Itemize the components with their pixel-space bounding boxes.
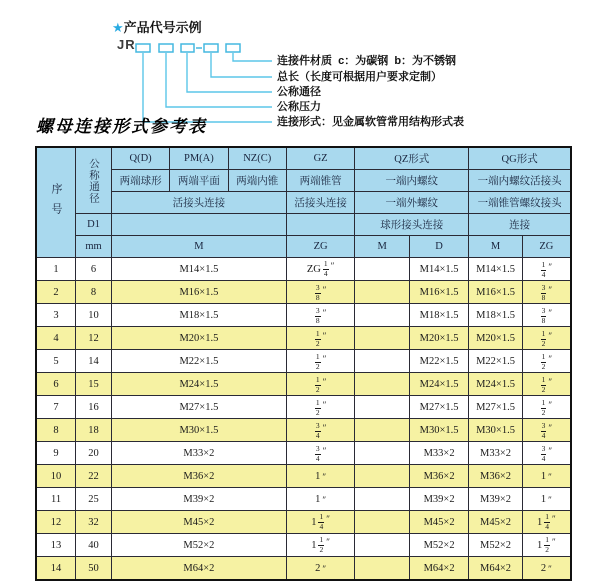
- header-mm: mm: [76, 236, 112, 258]
- code-box-5: [226, 44, 240, 52]
- cell-qz_m: [355, 488, 410, 511]
- cell-qz_m: [355, 419, 410, 442]
- cell-qg_zg: $\frac{1}{2}$ ″: [522, 373, 571, 396]
- product-code-example-label: 产品代号示例: [123, 20, 202, 35]
- header-m-merged: M: [111, 236, 286, 258]
- cell-m: M18×1.5: [111, 304, 286, 327]
- cell-qg_zg: 1 ″: [522, 465, 571, 488]
- table-title: 螺母连接形式参考表: [36, 117, 207, 136]
- header-desc-nzc: 两端内锥: [228, 170, 286, 192]
- cell-qg_m: M22×1.5: [469, 350, 523, 373]
- header-qz-external: 一端外螺纹: [355, 192, 469, 214]
- cell-qz_d: M14×1.5: [409, 258, 468, 281]
- header-desc-gz: 两端锥管: [286, 170, 354, 192]
- cell-m: M30×1.5: [111, 419, 286, 442]
- header-qg-taper: 一端锥管螺纹接头: [469, 192, 571, 214]
- cell-dn: 40: [76, 534, 112, 557]
- cell-qz_d: M22×1.5: [409, 350, 468, 373]
- cell-m: M36×2: [111, 465, 286, 488]
- header-desc-qz: 一端内螺纹: [355, 170, 469, 192]
- cell-qg_m: M16×1.5: [469, 281, 523, 304]
- cell-dn: 6: [76, 258, 112, 281]
- cell-m: M45×2: [111, 511, 286, 534]
- table-row: [36, 419, 571, 442]
- cell-seq: 1: [36, 258, 76, 281]
- cell-qz_d: M64×2: [409, 557, 468, 581]
- cell-qg_zg: $\frac{1}{2}$ ″: [522, 396, 571, 419]
- cell-qz_d: M27×1.5: [409, 396, 468, 419]
- cell-qg_m: M52×2: [469, 534, 523, 557]
- cell-gz: 2 ″: [286, 557, 354, 581]
- header-desc-qd: 两端球形: [111, 170, 169, 192]
- cell-m: M52×2: [111, 534, 286, 557]
- label-nominal-pressure: 公称压力: [277, 101, 321, 113]
- header-blank-left: [111, 214, 286, 236]
- cell-seq: 13: [36, 534, 76, 557]
- label-total-length: 总长（长度可根据用户要求定制）: [277, 71, 442, 83]
- cell-seq: 9: [36, 442, 76, 465]
- header-zg: ZG: [286, 236, 354, 258]
- table-row: [36, 396, 571, 419]
- cell-seq: 11: [36, 488, 76, 511]
- header-desc-pma: 两端平面: [170, 170, 228, 192]
- cell-seq: 8: [36, 419, 76, 442]
- cell-gz: $\frac{3}{4}$ ″: [286, 442, 354, 465]
- header-row-descriptions: [36, 170, 571, 192]
- cell-seq: 10: [36, 465, 76, 488]
- header-seq: 序号: [36, 147, 76, 258]
- header-code-pma: PM(A): [170, 147, 228, 170]
- cell-dn: 8: [76, 281, 112, 304]
- cell-qg_m: M33×2: [469, 442, 523, 465]
- cell-qz_m: [355, 304, 410, 327]
- cell-seq: 3: [36, 304, 76, 327]
- cell-qz_m: [355, 534, 410, 557]
- label-connection-form: 连接形式：见金属软管常用结构形式表: [277, 116, 464, 128]
- cell-qz_m: [355, 442, 410, 465]
- cell-qz_m: [355, 396, 410, 419]
- cell-qg_zg: $\frac{3}{4}$ ″: [522, 442, 571, 465]
- cell-qz_d: M36×2: [409, 465, 468, 488]
- cell-seq: 5: [36, 350, 76, 373]
- cell-seq: 4: [36, 327, 76, 350]
- cell-qz_d: M16×1.5: [409, 281, 468, 304]
- cell-qz_m: [355, 511, 410, 534]
- cell-m: M64×2: [111, 557, 286, 581]
- cell-qg_zg: $\frac{1}{4}$ ″: [522, 258, 571, 281]
- header-code-qd: Q(D): [111, 147, 169, 170]
- cell-m: M20×1.5: [111, 327, 286, 350]
- product-code-prefix: JR: [117, 37, 136, 52]
- cell-qz_d: M30×1.5: [409, 419, 468, 442]
- cell-dn: 20: [76, 442, 112, 465]
- cell-qz_m: [355, 373, 410, 396]
- cell-qz_d: M45×2: [409, 511, 468, 534]
- star-icon: ★: [112, 20, 124, 35]
- table-row: [36, 557, 571, 581]
- header-row-connection-type: [36, 192, 571, 214]
- cell-qg_zg: 1 $\frac{1}{4}$ ″: [522, 511, 571, 534]
- cell-qg_m: M39×2: [469, 488, 523, 511]
- table-row: [36, 258, 571, 281]
- header-qg-m: M: [469, 236, 523, 258]
- table-body: [36, 258, 571, 581]
- cell-dn: 18: [76, 419, 112, 442]
- cell-dn: 12: [76, 327, 112, 350]
- cell-gz: $\frac{1}{2}$ ″: [286, 327, 354, 350]
- table-row: [36, 442, 571, 465]
- cell-qg_m: M18×1.5: [469, 304, 523, 327]
- cell-qz_m: [355, 327, 410, 350]
- cell-qg_m: M27×1.5: [469, 396, 523, 419]
- header-union-gz: 活接头连接: [286, 192, 354, 214]
- cell-qz_d: M20×1.5: [409, 327, 468, 350]
- nut-connection-table: [35, 146, 572, 581]
- cell-dn: 22: [76, 465, 112, 488]
- cell-seq: 7: [36, 396, 76, 419]
- header-code-nzc: NZ(C): [228, 147, 286, 170]
- cell-gz: $\frac{3}{8}$ ″: [286, 281, 354, 304]
- header-qz-d: D: [409, 236, 468, 258]
- cell-m: M33×2: [111, 442, 286, 465]
- cell-qg_zg: $\frac{3}{8}$ ″: [522, 304, 571, 327]
- cell-m: M14×1.5: [111, 258, 286, 281]
- code-box-3: [181, 44, 194, 52]
- cell-gz: $\frac{1}{2}$ ″: [286, 396, 354, 419]
- cell-dn: 32: [76, 511, 112, 534]
- label-connector-material: 连接件材质 c：为碳钢 b：为不锈钢: [277, 55, 457, 67]
- table-row: [36, 465, 571, 488]
- table-row: [36, 511, 571, 534]
- cell-seq: 6: [36, 373, 76, 396]
- header-qg-connect: 连接: [469, 214, 571, 236]
- header-qz-ball-joint: 球形接头连接: [355, 214, 469, 236]
- cell-qz_m: [355, 557, 410, 581]
- cell-m: M27×1.5: [111, 396, 286, 419]
- header-code-qz: QZ形式: [355, 147, 469, 170]
- header-union-left: 活接头连接: [111, 192, 286, 214]
- header-code-gz: GZ: [286, 147, 354, 170]
- cell-qz_m: [355, 258, 410, 281]
- header-d1: D1: [76, 214, 112, 236]
- header-row-units: [36, 236, 571, 258]
- cell-qg_m: M14×1.5: [469, 258, 523, 281]
- cell-dn: 16: [76, 396, 112, 419]
- cell-seq: 12: [36, 511, 76, 534]
- header-desc-qg: 一端内螺纹活接头: [469, 170, 571, 192]
- cell-dn: 25: [76, 488, 112, 511]
- cell-gz: $\frac{1}{2}$ ″: [286, 350, 354, 373]
- header-row-codes: [36, 147, 571, 170]
- cell-dn: 50: [76, 557, 112, 581]
- cell-m: M24×1.5: [111, 373, 286, 396]
- table-row: [36, 281, 571, 304]
- cell-m: M16×1.5: [111, 281, 286, 304]
- table-row: [36, 350, 571, 373]
- table-row: [36, 373, 571, 396]
- cell-dn: 10: [76, 304, 112, 327]
- header-qz-m: M: [355, 236, 410, 258]
- cell-gz: $\frac{3}{8}$ ″: [286, 304, 354, 327]
- header-qg-zg: ZG: [522, 236, 571, 258]
- cell-qg_zg: $\frac{3}{8}$ ″: [522, 281, 571, 304]
- cell-m: M39×2: [111, 488, 286, 511]
- cell-seq: 2: [36, 281, 76, 304]
- cell-qg_m: M64×2: [469, 557, 523, 581]
- code-box-2: [159, 44, 173, 52]
- cell-seq: 14: [36, 557, 76, 581]
- label-nominal-diameter: 公称通径: [277, 86, 321, 98]
- cell-gz: 1 $\frac{1}{4}$ ″: [286, 511, 354, 534]
- code-box-1: [136, 44, 150, 52]
- cell-gz: 1 ″: [286, 465, 354, 488]
- cell-gz: 1 ″: [286, 488, 354, 511]
- cell-qg_zg: $\frac{1}{2}$ ″: [522, 327, 571, 350]
- cell-qz_d: M24×1.5: [409, 373, 468, 396]
- cell-gz: 1 $\frac{1}{2}$ ″: [286, 534, 354, 557]
- code-box-4: [204, 44, 218, 52]
- cell-qg_m: M36×2: [469, 465, 523, 488]
- cell-qg_m: M30×1.5: [469, 419, 523, 442]
- cell-dn: 15: [76, 373, 112, 396]
- cell-gz: $\frac{3}{4}$ ″: [286, 419, 354, 442]
- header-blank-gz: [286, 214, 354, 236]
- table-row: [36, 534, 571, 557]
- cell-qz_m: [355, 281, 410, 304]
- leader-line-material: [233, 53, 272, 61]
- header-code-qg: QG形式: [469, 147, 571, 170]
- cell-dn: 14: [76, 350, 112, 373]
- cell-qz_d: M52×2: [409, 534, 468, 557]
- cell-qg_zg: $\frac{1}{2}$ ″: [522, 350, 571, 373]
- cell-m: M22×1.5: [111, 350, 286, 373]
- header-dn: 公称通径: [76, 147, 112, 214]
- cell-qz_m: [355, 465, 410, 488]
- cell-qz_d: M18×1.5: [409, 304, 468, 327]
- cell-qz_d: M33×2: [409, 442, 468, 465]
- cell-qg_m: M20×1.5: [469, 327, 523, 350]
- cell-qz_d: M39×2: [409, 488, 468, 511]
- cell-qg_zg: $\frac{3}{4}$ ″: [522, 419, 571, 442]
- cell-qz_m: [355, 350, 410, 373]
- cell-gz: ZG $\frac{1}{4}$ ″: [286, 258, 354, 281]
- header-row-d1: [36, 214, 571, 236]
- cell-qg_m: M24×1.5: [469, 373, 523, 396]
- cell-qg_zg: 1 $\frac{1}{2}$ ″: [522, 534, 571, 557]
- leader-line-length: [211, 53, 272, 77]
- cell-qg_zg: 2 ″: [522, 557, 571, 581]
- table-row: [36, 327, 571, 350]
- cell-qg_zg: 1 ″: [522, 488, 571, 511]
- cell-qg_m: M45×2: [469, 511, 523, 534]
- cell-gz: $\frac{1}{2}$ ″: [286, 373, 354, 396]
- table-row: [36, 488, 571, 511]
- leader-line-diameter: [187, 53, 272, 92]
- table-row: [36, 304, 571, 327]
